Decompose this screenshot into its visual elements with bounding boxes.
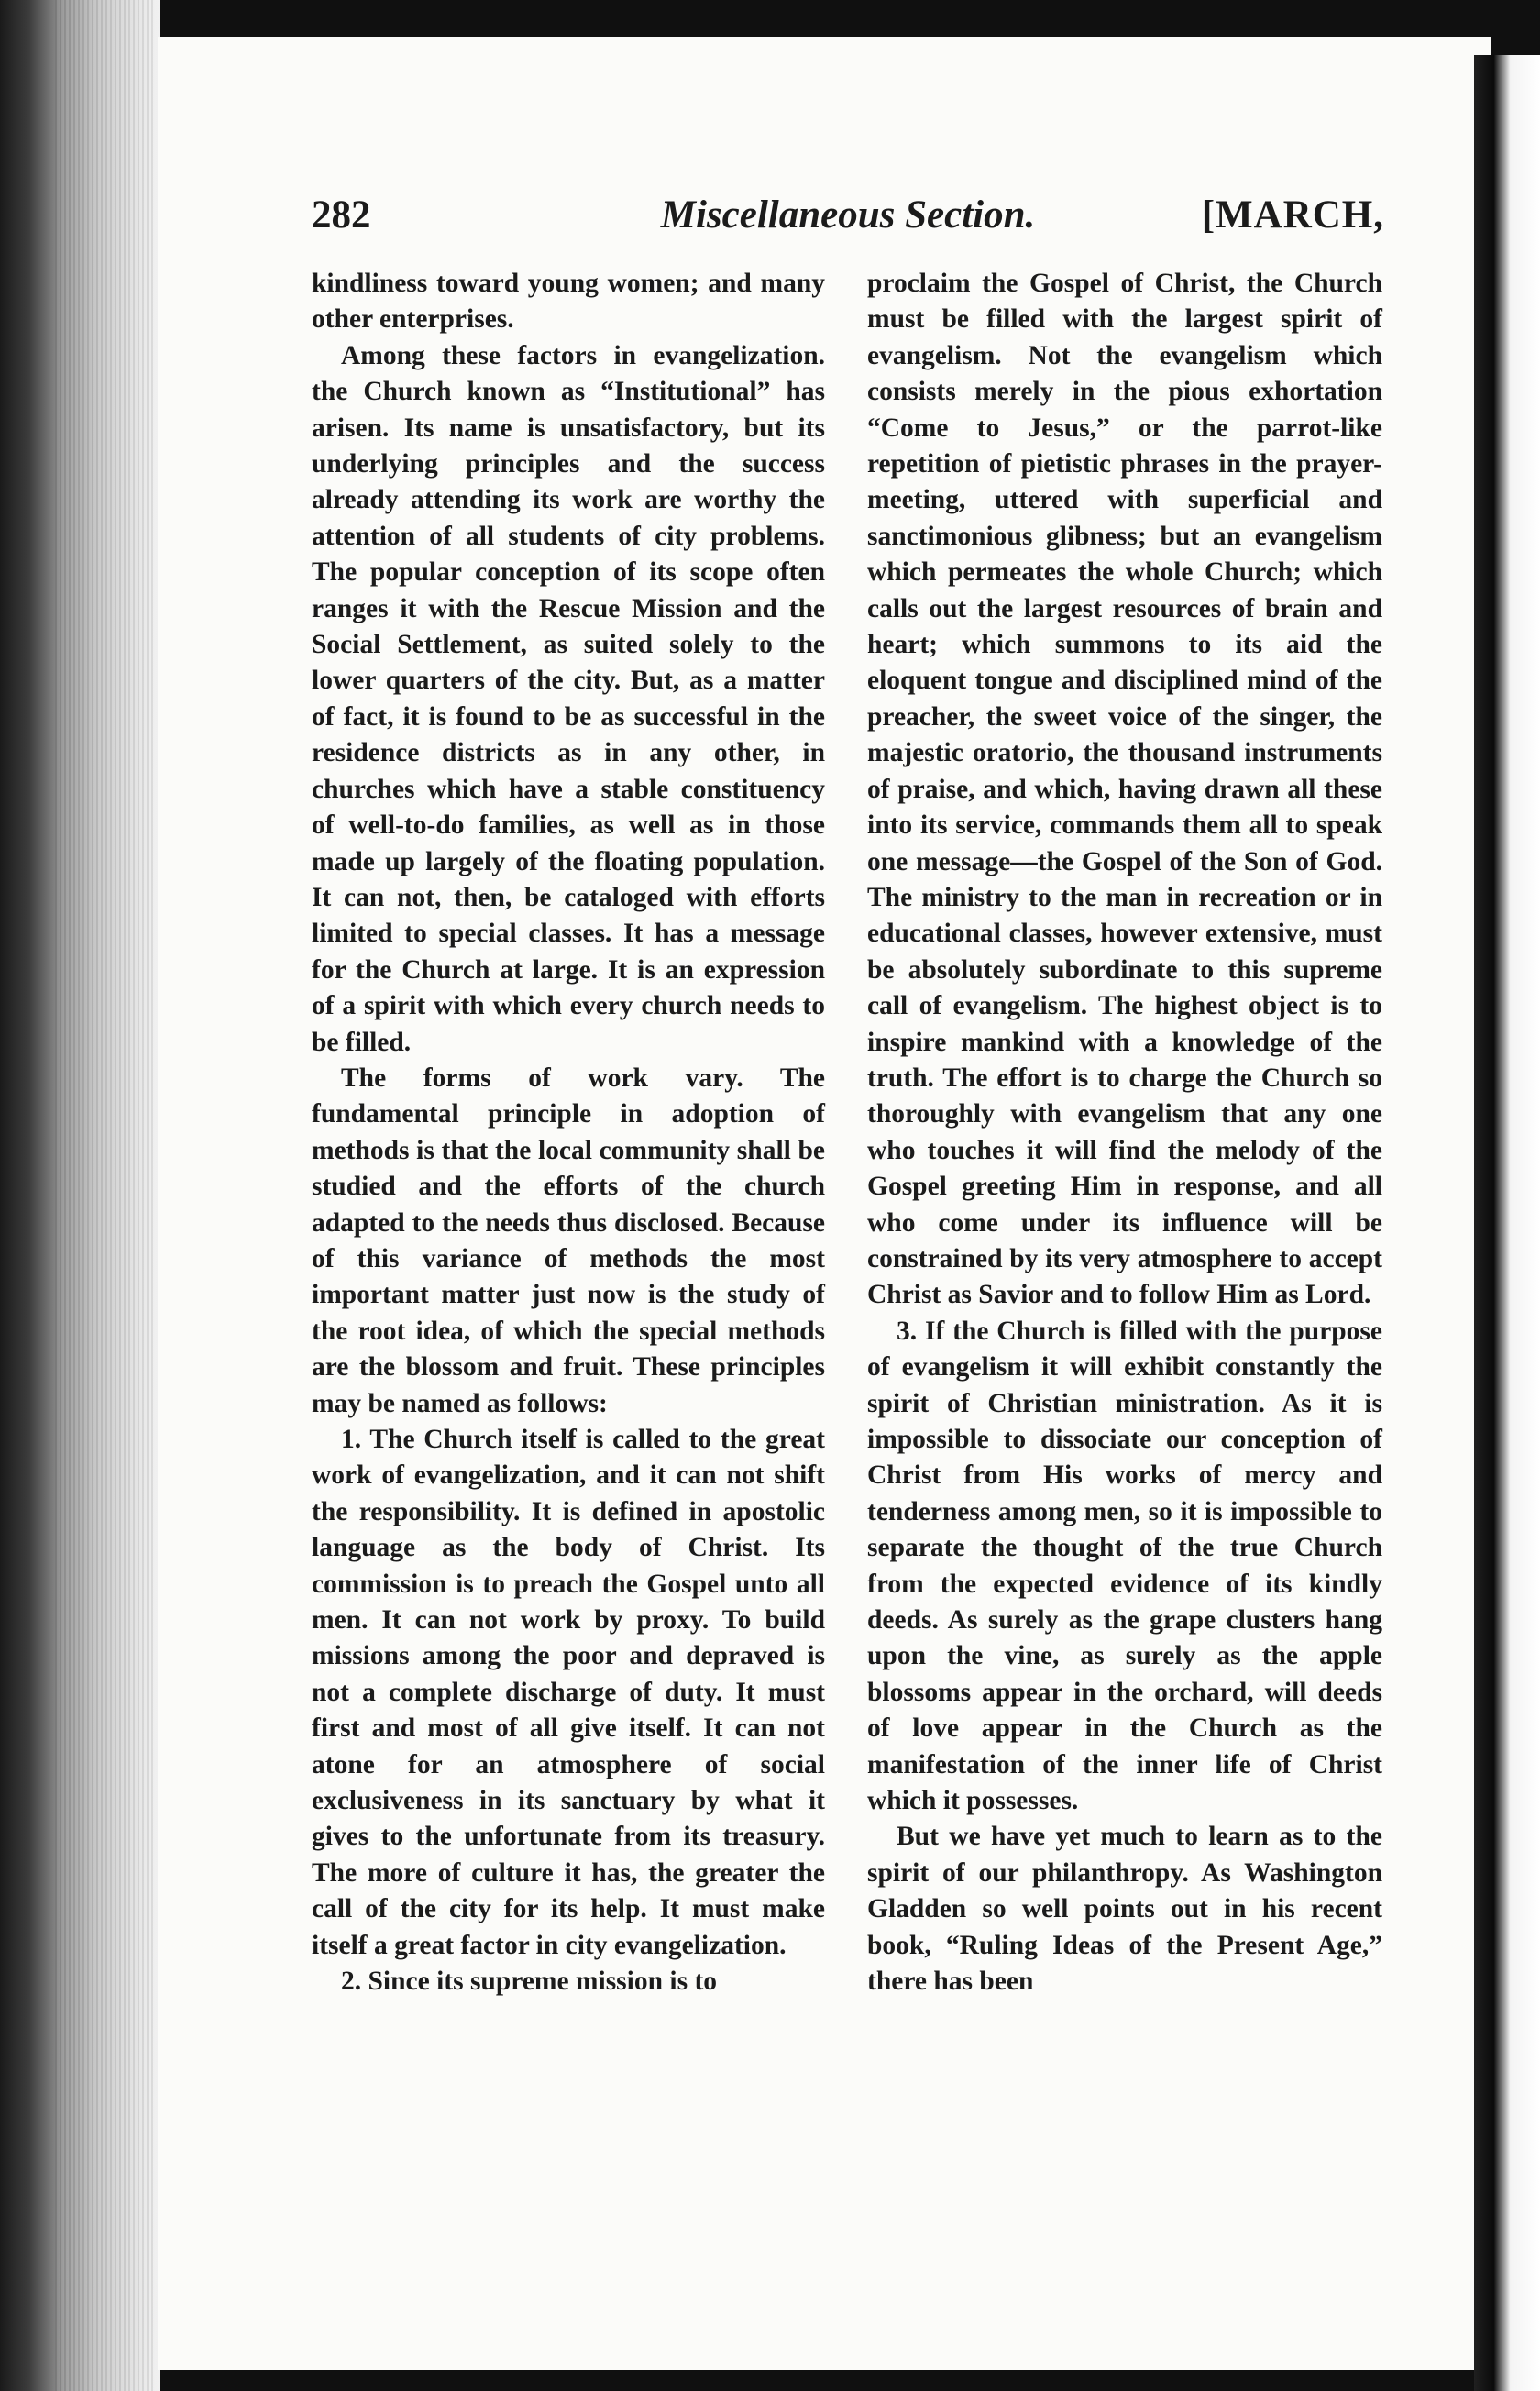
running-head [312,193,1384,248]
paragraph: 3. If the Church is filled with the purpose of evangelism it will exhibit constantly the spirit of Christian ministration. As it is impossible to dissociate our conception of Christ from His works of mercy and tenderness among men, so it is impossible to separate the thought of the true Church from the expected evidence of its kindly deeds. As surely as the grape clusters hang upon the vine, as surely as the apple blossoms appear in the orchard, will deeds of love appear in the Church as the manifestation of the inner life of Christ which it possesses. [867,1316,1382,1816]
section-title: Miscellaneous Section. [660,193,1036,237]
paragraph: kindliness toward young women; and many other enterprises. [312,269,825,335]
paragraph: Among these factors in evangelization. the Church known as “Institutional” has arisen. Its name is unsatisfactory, but its underlying principles and the success already attending its work are worthy the attention of all students of city problems. The popular conception of its scope often ranges it with the Rescue Mission and the Social Settlement, as suited solely to the lower quarters of the city. But, as a matter of fact, it is found to be as successful in the residence districts as in any other, in churches which have a stable constituency of well-to-do families, as well as in those made up largely of the floating population. It can not, then, be cataloged with efforts limited to special classes. It has a message for the Church at large. It is an expression of a spirit with which every church needs to be filled. [312,340,825,1057]
paragraph: The forms of work vary. The fundamental principle in adoption of methods is that the local community shall be studied and the efforts of the church adapted to the needs thus disclosed. Because of this variance of methods the most important matter just now is the study of the root idea, of which the special methods are the blossom and fruit. These principles may be named as follows: [312,1063,825,1418]
paragraph: 2. Since its supreme mission is to [341,1967,718,1997]
running-head-month: [MARCH, [1201,193,1384,237]
page-binding-edge [0,0,160,2391]
page-number: 282 [312,193,371,237]
next-page-edge [1474,55,1540,2391]
left-column [312,266,825,2000]
paragraph: 1. The Church itself is called to the great work of evangelization, and it can not shift the responsibility. It is defined in apostolic language as the body of Christ. Its commission is to preach the Gospel unto all men. It can not work by proxy. To build missions among the poor and depraved is not a complete discharge of duty. It must first and most of all give itself. It can not atone for an atmosphere of social exclusiveness in its sanctuary by what it gives to the unfortunate from its treasury. The more of culture it has, the greater the call of the city for its help. It must make itself a great factor in city evangelization. [312,1425,825,1960]
paragraph: proclaim the Gospel of Christ, the Church must be filled with the largest spirit of evangelism. Not the evangelism which consists merely in the pious exhortation “Come to Jesus,” or the parrot-like repetition of pietistic phrases in the prayer-meeting, uttered with superficial and sanctimonious glibness; but an evangelism which permeates the whole Church; which calls out the largest resources of brain and heart; which summons to its aid the eloquent tongue and disciplined mind of the preacher, the sweet voice of the singer, the majestic oratorio, the thousand instruments of praise, and which, having drawn all these into its service, commands them all to speak one message—the Gospel of the Son of God. The ministry to the man in recreation or in educational classes, however extensive, must be absolutely subordinate to this supreme call of evangelism. The highest object is to inspire mankind with a knowledge of the truth. The effort is to charge the Church so thoroughly with evangelism that any one who touches it will find the melody of the Gospel greeting Him in response, and all who come under its influence will be constrained by its very atmosphere to accept Christ as Savior and to follow Him as Lord. [867,269,1382,1310]
right-column [867,266,1382,2000]
paragraph: But we have yet much to learn as to the spirit of our philanthropy. As Washington Gladden so well points out in his recent book, “Ruling Ideas of the Present Age,” there has been [867,1822,1382,1997]
